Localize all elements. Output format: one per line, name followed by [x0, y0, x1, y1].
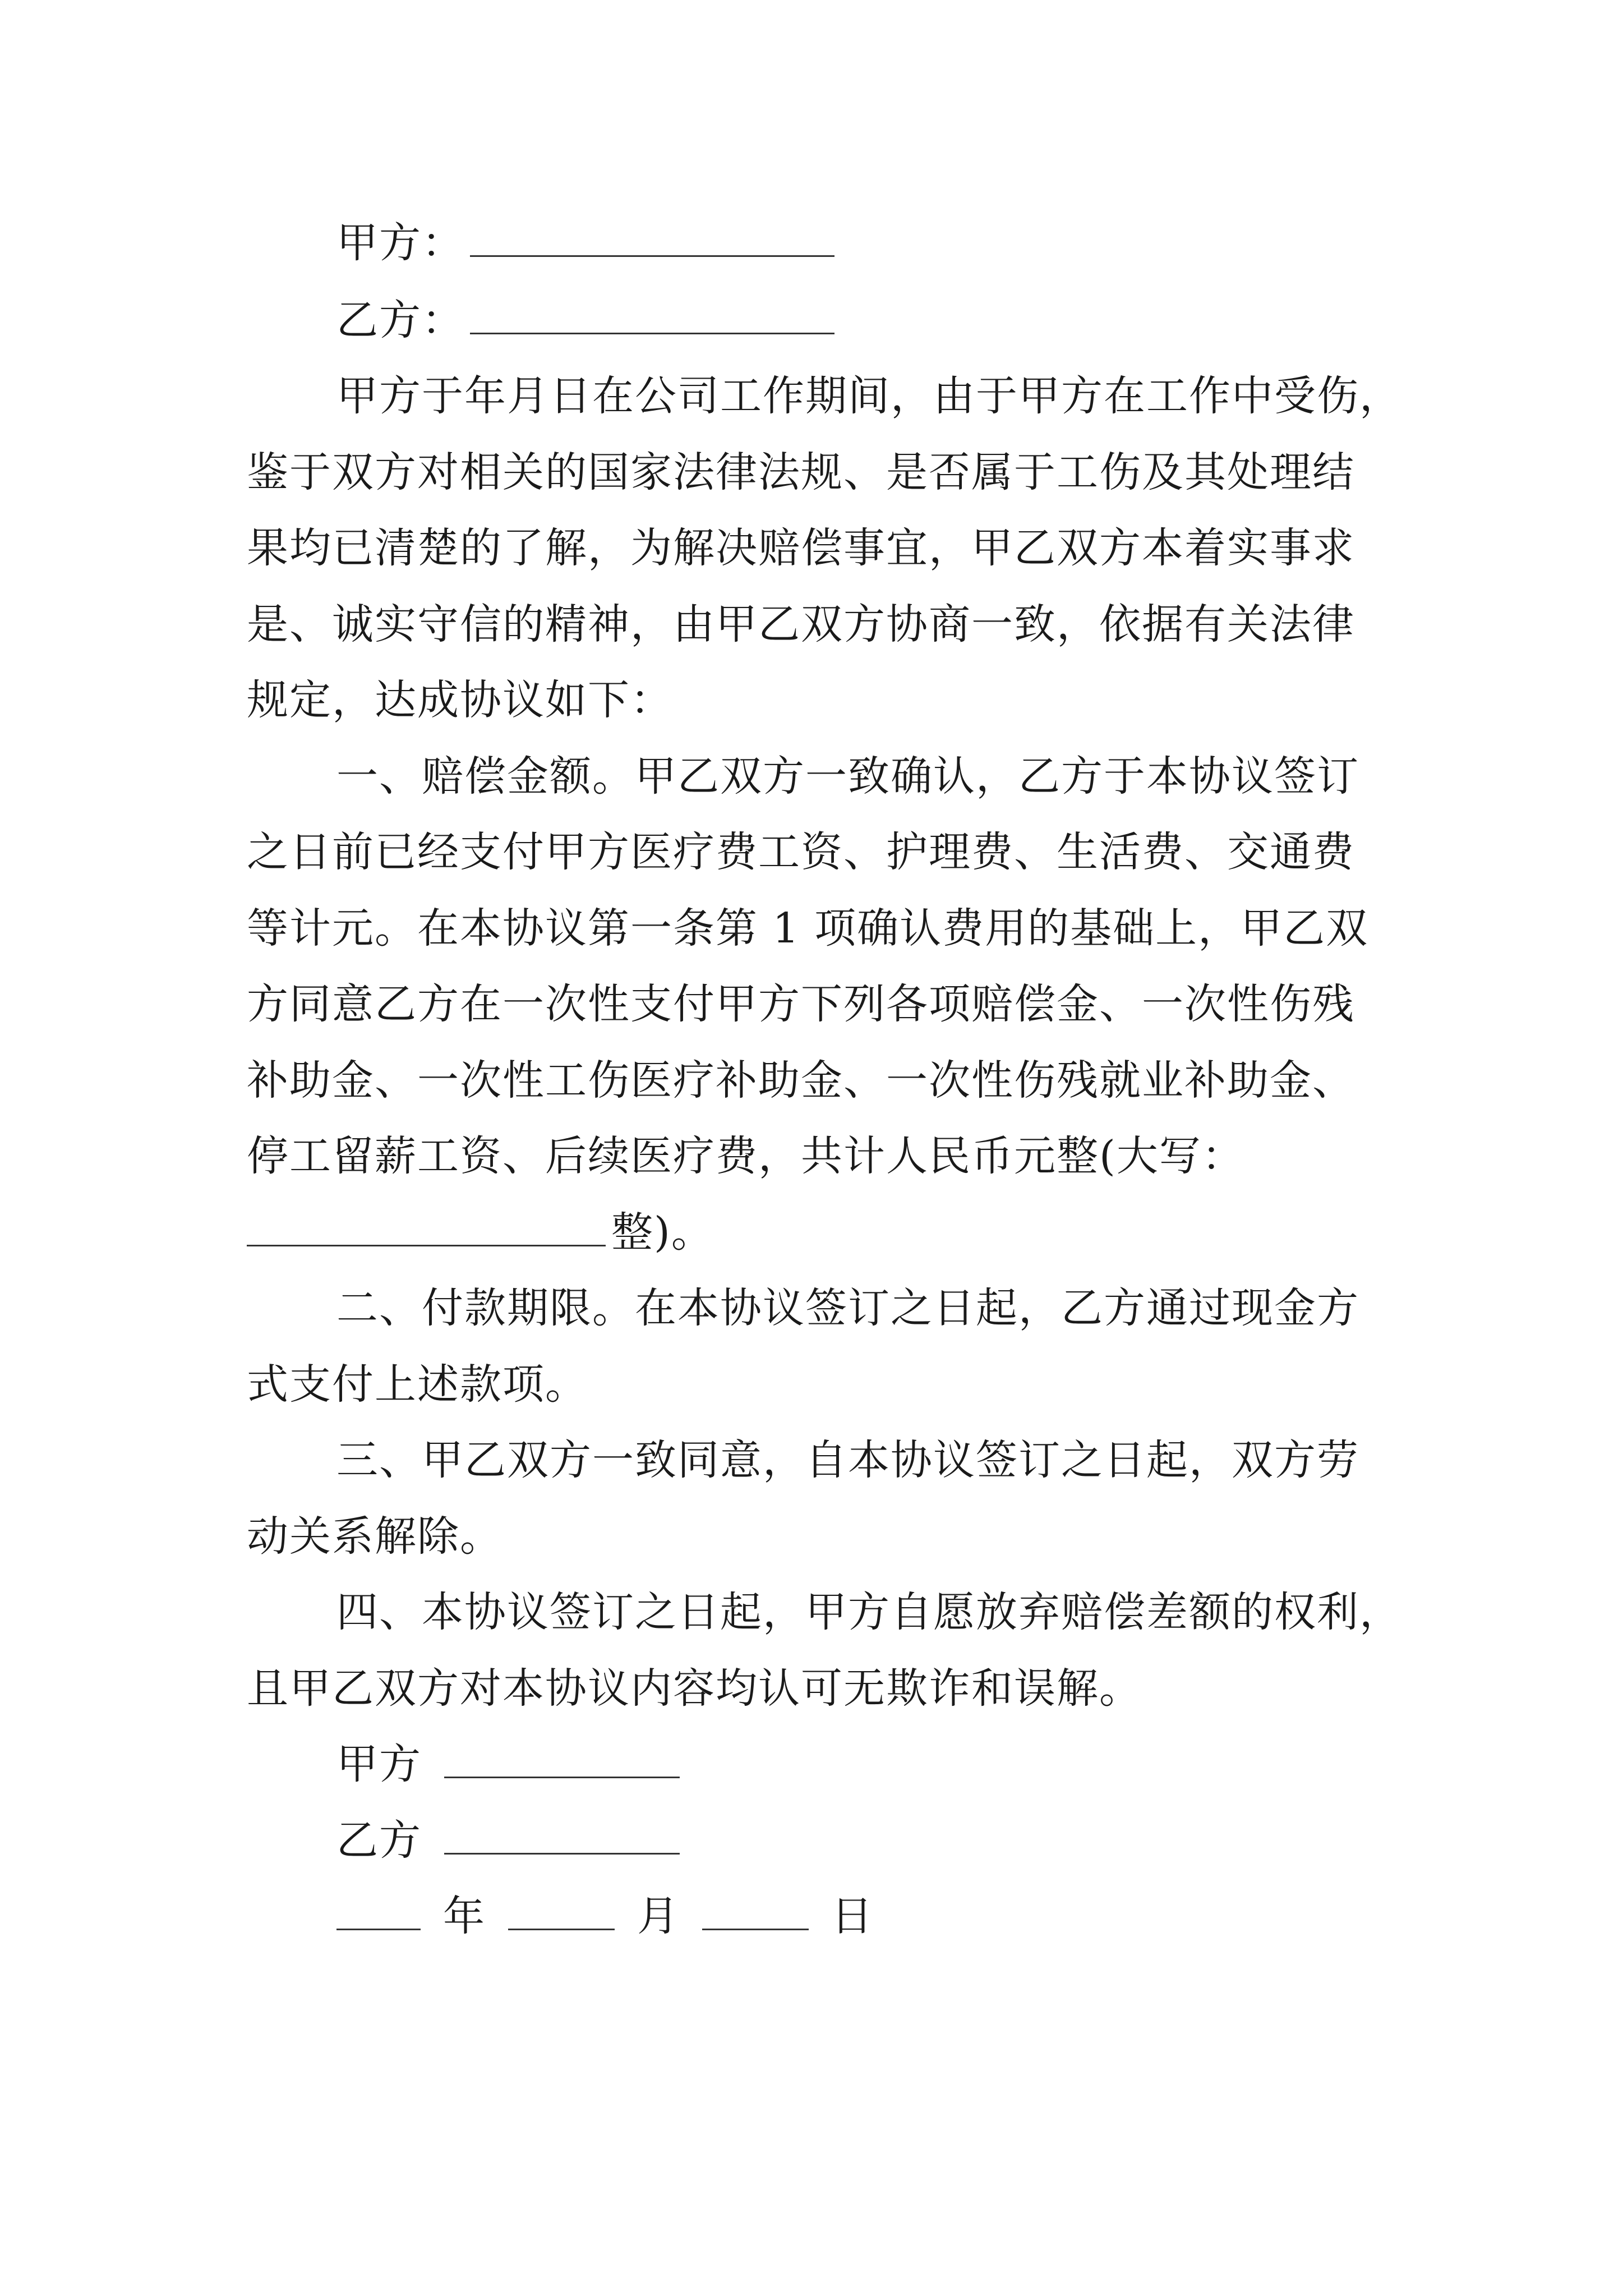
party-b-label: 乙方： — [336, 296, 464, 344]
clause-4-line: 且甲乙双方对本协议内容均认可无欺诈和误解。 — [247, 1664, 1142, 1713]
clause-2-line: 二、付款期限。在本协议签订之日起，乙方通过现金方 — [336, 1284, 1359, 1332]
sign-a-line — [336, 1736, 1525, 1792]
clause-1-line: 补助金、一次性工伤医疗补助金、一次性伤残就业补助金、 — [247, 1056, 1355, 1105]
sign-b-line — [336, 1812, 1525, 1869]
preamble-line: 规定，达成协议如下： — [247, 676, 673, 724]
month-label: 月 — [637, 1892, 680, 1940]
clause-1-line: 之日前已经支付甲方医疗费工资、护理费、生活费、交通费 — [247, 828, 1355, 876]
clause-1-line: 方同意乙方在一次性支付甲方下列各项赔偿金、一次性伤残 — [247, 980, 1355, 1028]
date-line — [336, 1888, 1525, 1944]
sign-a-blank — [444, 1737, 680, 1778]
clause-2-line: 式支付上述款项。 — [247, 1360, 588, 1409]
preamble-line: 是、诚实守信的精神，由甲乙双方协商一致，依据有关法律 — [247, 600, 1355, 648]
clause-4-line: 四、本协议签订之日起，甲方自愿放弃赔偿差额的权利， — [336, 1588, 1402, 1636]
amount-words-blank — [247, 1205, 606, 1246]
preamble-line: 鉴于双方对相关的国家法律法规、是否属于工伤及其处理结 — [247, 448, 1355, 496]
party-b-blank — [470, 293, 834, 334]
party-a-label: 甲方： — [336, 219, 464, 267]
preamble-line: 果均已清楚的了解，为解决赔偿事宜，甲乙双方本着实事求 — [247, 524, 1355, 572]
sign-a-label: 甲方 — [336, 1740, 422, 1788]
day-blank — [702, 1889, 809, 1930]
party-a-blank — [470, 216, 834, 257]
clause-3-line: 动关系解除。 — [247, 1512, 502, 1561]
clause-3-line: 三、甲乙双方一致同意，自本协议签订之日起，双方劳 — [336, 1436, 1359, 1484]
month-blank — [508, 1889, 615, 1930]
clause-1-end: 整)。 — [611, 1208, 714, 1257]
sign-b-label: 乙方 — [336, 1816, 422, 1865]
party-a-line — [336, 215, 1525, 271]
party-b-line — [336, 292, 1525, 348]
sign-b-blank — [444, 1814, 680, 1855]
day-label: 日 — [831, 1892, 874, 1940]
clause-1-line: 一、赔偿金额。甲乙双方一致确认，乙方于本协议签订 — [336, 752, 1359, 800]
year-blank — [336, 1889, 421, 1930]
clause-1-amount-line — [247, 1204, 1436, 1260]
preamble-line: 甲方于年月日在公司工作期间，由于甲方在工作中受伤， — [336, 372, 1402, 420]
clause-1-line: 等计元。在本协议第一条第 1 项确认费用的基础上，甲乙双 — [247, 904, 1369, 953]
clause-1-line: 停工留薪工资、后续医疗费，共计人民币元整(大写： — [247, 1132, 1244, 1180]
year-label: 年 — [443, 1892, 486, 1940]
